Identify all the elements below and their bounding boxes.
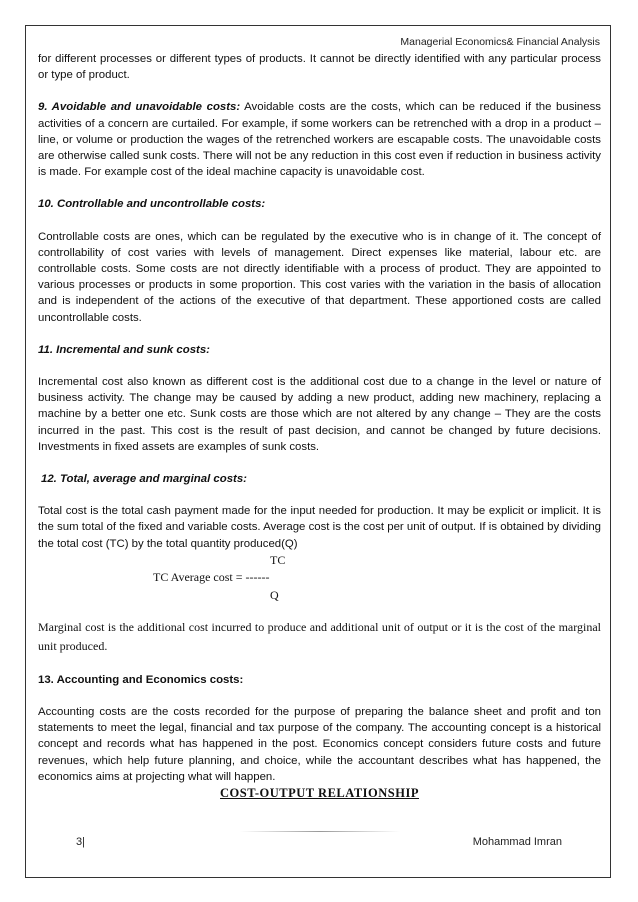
incremental-costs-text: Incremental cost also known as different cost is the additional cost due to a change in the level or nature of business activity. The change may be caused by adding a new product, adding new machinery, replacing a machine by a better one etc. Sunk costs are those which are not altered by any change – They are the costs incurred in the past. This cost is the result of past decision, and cannot be changed by future decisions. Investments in fixed assets are examples of sunk costs.: [38, 376, 601, 453]
author-name: Mohammad Imran: [472, 836, 562, 848]
page-header: Managerial Economics& Financial Analysis: [400, 36, 600, 48]
document-body: [38, 51, 601, 801]
footer-divider: [240, 831, 400, 832]
accounting-costs-heading: 13. Accounting and Economics costs:: [38, 673, 244, 686]
average-cost-formula: [38, 552, 601, 608]
total-costs-text: Total cost is the total cash payment made for the input needed for production. It may be explicit or implicit. It is the sum total of the fixed and variable costs. Average cost is the cost per unit of output. If is obtained by dividing the total cost (TC) by the total quantity produced(Q): [38, 505, 601, 550]
total-costs-heading: 12. Total, average and marginal costs:: [41, 473, 247, 486]
marginal-cost-text: Marginal cost is the additional cost incurred to produce and additional unit of output or it is the cost of the marginal unit produced.: [38, 619, 601, 653]
intro-paragraph: for different processes or different types of products. It cannot be directly identified with any particular process or type of product.: [38, 53, 601, 82]
formula-numerator: TC: [270, 552, 286, 567]
avoidable-costs-text: Avoidable costs are the costs, which can be reduced if the business activities of a concern are curtailed. For example, if some workers can be retrenched with a drop in a product – line, or volume or production the wages of the retrenched workers are escapable costs. The unavoidable costs are otherwise called sunk costs. There will not be any reduction in this cost even if reduction in business activity is made. For example cost of the ideal machine capacity is unavoidable cost.: [38, 101, 601, 179]
accounting-costs-text: Accounting costs are the costs recorded for the purpose of preparing the balance sheet and profit and ton statements to meet the legal, financial and tax purpose of the company. The accounting concept is a historical concept and records what has happened in the post. Economics concept considers future costs and future revenues, which help future planning, and choice, while the accountant describes what has happened, the economics aims at projecting what will happen.: [38, 706, 601, 783]
controllable-costs-text: Controllable costs are ones, which can be regulated by the executive who is in change of it. The concept of controllability of cost varies with levels of management. Direct expenses like material, labour etc. are controllable costs. Some costs are not directly identifiable with a process of product. They are appointed to various processes or products in some proportion. This cost varies with the variation in the basis of allocation and is independent of the actions of the executive of that department. These apportioned costs are called uncontrollable costs.: [38, 230, 601, 324]
controllable-costs-heading: 10. Controllable and uncontrollable costs:: [38, 198, 266, 211]
formula-expression: TC Average cost = ------: [153, 569, 270, 584]
section-title: COST-OUTPUT RELATIONSHIP: [220, 786, 419, 801]
page-number: 3|: [76, 836, 85, 848]
avoidable-costs-heading: 9. Avoidable and unavoidable costs:: [38, 101, 241, 114]
avoidable-costs-paragraph: [38, 99, 601, 180]
formula-denominator: Q: [270, 587, 279, 602]
incremental-costs-heading: 11. Incremental and sunk costs:: [38, 343, 210, 356]
